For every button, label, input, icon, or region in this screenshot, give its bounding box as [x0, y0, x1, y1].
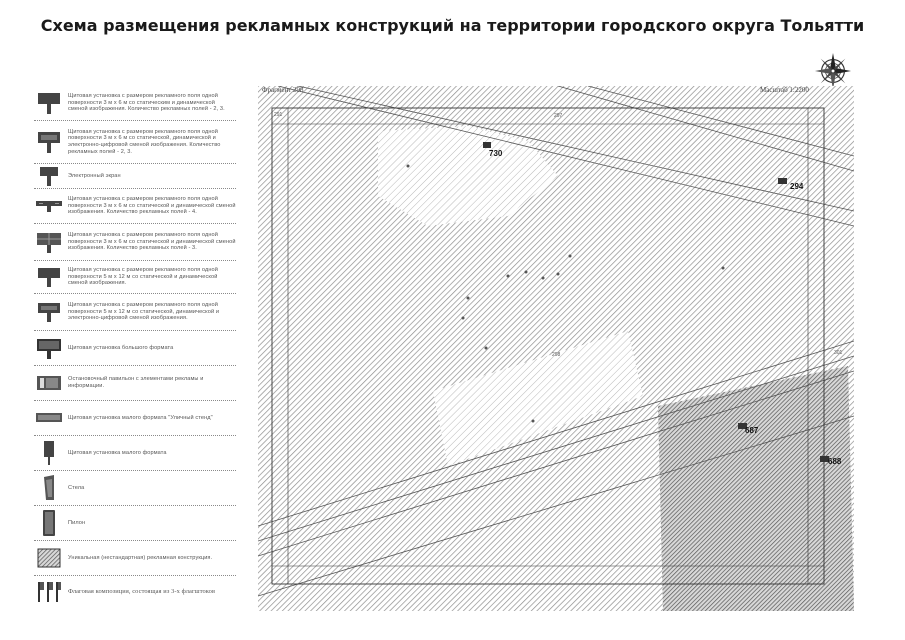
stele-icon: [39, 474, 59, 502]
billboard-5x12-icon: [36, 266, 62, 288]
ad-marker-label: 687: [745, 426, 759, 435]
legend-text: Щитовая установка большого формата: [68, 344, 174, 351]
zone-number: 301: [834, 350, 843, 356]
electronic-screen-icon: [36, 165, 62, 187]
legend-text: Уникальная (нестандартная) рекламная конструкция.: [68, 554, 213, 561]
ad-marker-label: 730: [489, 149, 503, 158]
bus-stop-pavilion-icon: [35, 373, 63, 393]
legend-item: [34, 506, 236, 541]
dense-zone: [658, 366, 854, 611]
flag-composition-icon: [36, 580, 62, 604]
legend-item: [34, 541, 236, 576]
billboard-3x6-three-icon: [35, 231, 63, 253]
legend-item: [34, 164, 236, 189]
billboard-3x6-digital-icon: [36, 130, 62, 154]
billboard-5x12-digital-icon: [36, 301, 62, 323]
legend-text: Щитовая установка с размером рекламного поля одной поверхности 3 м х 6 м со статическим и динамической сменой изображения. Количество рекламных полей - 2, 3.: [68, 93, 225, 113]
legend-text: Флаговая композиция, состоящая из 3-х флагштоков: [68, 587, 216, 595]
legend-item: [34, 86, 236, 121]
zone-number: 298: [552, 352, 561, 358]
ad-marker-label: 294: [790, 182, 804, 191]
page-title: Схема размещения рекламных конструкций на территории городского округа Тольятти: [40, 16, 865, 35]
legend-item: [34, 436, 236, 471]
legend: [34, 86, 236, 608]
map[interactable]: [258, 86, 854, 611]
legend-item: [34, 401, 236, 436]
legend-text: Щитовая установка с размером рекламного поля одной поверхности 3 м х 6 м со статической и динамической сменой изображения. Количество рекламных полей - 4.: [68, 196, 236, 216]
fragment-label: Фрагмент 298: [262, 86, 304, 94]
unique-structure-icon: [36, 547, 62, 569]
legend-text: Остановочный павильон с элементами рекламы и информации.: [68, 376, 204, 389]
legend-item: [34, 261, 236, 294]
legend-text: Пилон: [68, 519, 86, 526]
billboard-3x6-four-icon: [35, 199, 63, 213]
legend-item: [34, 121, 236, 164]
small-format-billboard-icon: [39, 439, 59, 467]
zone-number: 297: [554, 113, 563, 119]
street-stand-icon: [35, 410, 63, 426]
ad-marker-icon[interactable]: [483, 142, 491, 148]
legend-text: Электронный экран: [68, 172, 121, 179]
large-format-billboard-icon: [35, 336, 63, 360]
legend-text: Стела: [68, 484, 85, 491]
scale-label: Масштаб 1:2200: [760, 86, 809, 94]
legend-text: Щитовая установка с размером рекламного поля одной поверхности 3 м х 6 м со статической и динамической сменой изображения. Количество рекламных полей - 3.: [68, 232, 236, 252]
billboard-3x6-icon: [36, 91, 62, 115]
legend-item: [34, 576, 236, 608]
legend-text: Щитовая установка с размером рекламного поля одной поверхности 5 м х 12 м со статической, динамической и электронно-цифровой сменой изображения.: [68, 302, 220, 322]
compass-rose-icon: [814, 52, 852, 90]
legend-item: [34, 189, 236, 224]
legend-text: Щитовая установка с размером рекламного поля одной поверхности 3 м х 6 м со статической, динамической и электронно-цифровой сменой изображения. Количество рекламных полей - 2, 3.: [68, 128, 221, 155]
ad-marker-label: 688: [828, 457, 842, 466]
legend-item: [34, 331, 236, 366]
pylon-icon: [39, 508, 59, 538]
legend-item: [34, 224, 236, 261]
legend-item: [34, 471, 236, 506]
ad-marker-icon[interactable]: [778, 178, 787, 184]
legend-text: Щитовая установка с размером рекламного поля одной поверхности 5 м х 12 м со статической и динамической сменой изображения.: [68, 267, 218, 287]
legend-item: [34, 366, 236, 401]
legend-text: Щитовая установка малого формата "Уличный стенд": [68, 414, 213, 421]
legend-item: [34, 294, 236, 331]
zone-number: 291: [274, 112, 283, 118]
legend-text: Щитовая установка малого формата: [68, 449, 167, 456]
